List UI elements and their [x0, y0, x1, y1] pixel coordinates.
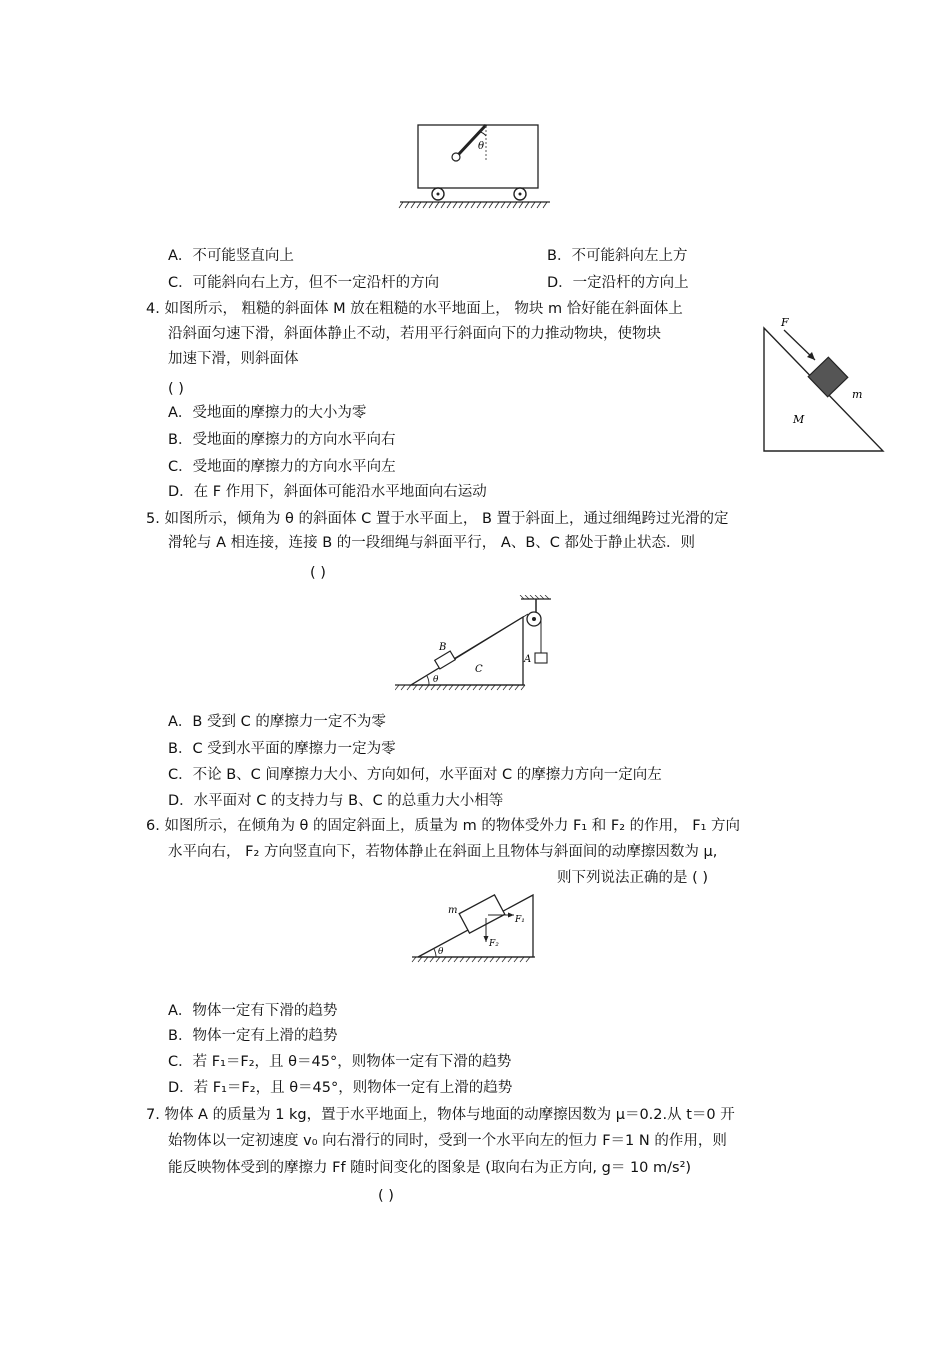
F2-label: F₂: [489, 939, 499, 949]
q4-option-d: D．在 F 作用下，斜面体可能沿水平地面向右运动: [168, 484, 487, 500]
q7-stem-line2: 始物体以一定初速度 v₀ 向右滑行的同时，受到一个水平向左的恒力 F＝1 N 的作用，则: [168, 1133, 727, 1149]
cart-theta-label: θ: [478, 141, 485, 152]
q6-stem-line3: 则下列说法正确的是 ( ): [557, 870, 709, 886]
q5-theta-label: θ: [433, 675, 439, 685]
q7-stem-line3: 能反映物体受到的摩擦力 Ff 随时间变化的图象是 (取向右为正方向, g＝ 10 m/s²): [168, 1160, 692, 1176]
q4-option-b: B．受地面的摩擦力的方向水平向右: [168, 432, 396, 448]
q6-option-a: A．物体一定有下滑的趋势: [168, 1003, 338, 1019]
q6-stem-line1: 6. 如图所示，在倾角为 θ 的固定斜面上，质量为 m 的物体受外力 F₁ 和 F₂ 的作用， F₁ 方向: [146, 818, 740, 834]
q6-theta-label: θ: [438, 947, 444, 957]
q4-answer-paren: ( ): [168, 381, 184, 397]
q3-option-d: D．一定沿杆的方向上: [547, 275, 689, 291]
q4-stem-line2: 沿斜面匀速下滑，斜面体静止不动，若用平行斜面向下的力推动物块，使物块: [168, 326, 661, 342]
q5-stem-line1: 5. 如图所示，倾角为 θ 的斜面体 C 置于水平面上， B 置于斜面上，通过细绳跨过光滑的定: [146, 511, 729, 527]
wedge-M-label: M: [793, 413, 805, 426]
block-A-label: A: [524, 654, 532, 665]
q6-stem-line2: 水平向右， F₂ 方向竖直向下，若物体静止在斜面上且物体与斜面间的动摩擦因数为 μ,: [168, 844, 718, 860]
cart-rod-figure: [395, 118, 555, 213]
q6-option-c: C．若 F₁＝F₂，且 θ＝45°，则物体一定有下滑的趋势: [168, 1054, 512, 1070]
incline-forces-figure: [408, 887, 548, 969]
q3-option-b: B．不可能斜向左上方: [547, 248, 688, 264]
q3-option-c: C．可能斜向右上方，但不一定沿杆的方向: [168, 275, 440, 291]
q6-mass-label: m: [448, 905, 458, 916]
q5-option-b: B．C 受到水平面的摩擦力一定为零: [168, 741, 396, 757]
q7-stem-line1: 7. 物体 A 的质量为 1 kg，置于水平地面上，物体与地面的动摩擦因数为 μ＝0.2.从 t＝0 开: [146, 1107, 735, 1123]
q7-answer-paren: ( ): [378, 1188, 394, 1204]
q4-option-c: C．受地面的摩擦力的方向水平向左: [168, 459, 396, 475]
q6-option-d: D．若 F₁＝F₂，且 θ＝45°，则物体一定有上滑的趋势: [168, 1080, 513, 1096]
q5-stem-line2: 滑轮与 A 相连接，连接 B 的一段细绳与斜面平行， A、B、C 都处于静止状态．则: [168, 535, 696, 551]
q3-option-a: A．不可能竖直向上: [168, 248, 294, 264]
q6-option-b: B．物体一定有上滑的趋势: [168, 1028, 338, 1044]
q5-option-c: C．不论 B、C 间摩擦力大小、方向如何，水平面对 C 的摩擦力方向一定向左: [168, 767, 662, 783]
q5-option-a: A．B 受到 C 的摩擦力一定不为零: [168, 714, 386, 730]
q5-option-d: D．水平面对 C 的支持力与 B、C 的总重力大小相等: [168, 793, 504, 809]
q4-stem-line1: 4. 如图所示， 粗糙的斜面体 M 放在粗糙的水平地面上， 物块 m 恰好能在斜面体上: [146, 301, 683, 317]
block-m-label: m: [852, 388, 863, 401]
q5-answer-paren: ( ): [310, 565, 326, 581]
force-F-label: F: [781, 316, 789, 329]
wedge-C-label: C: [475, 664, 483, 675]
block-B-label: B: [439, 642, 447, 653]
incline-block-figure: [755, 310, 890, 458]
pulley-incline-figure: [395, 595, 555, 693]
F1-label: F₁: [515, 915, 525, 925]
q4-option-a: A．受地面的摩擦力的大小为零: [168, 405, 367, 421]
q4-stem-line3: 加速下滑，则斜面体: [168, 351, 299, 367]
